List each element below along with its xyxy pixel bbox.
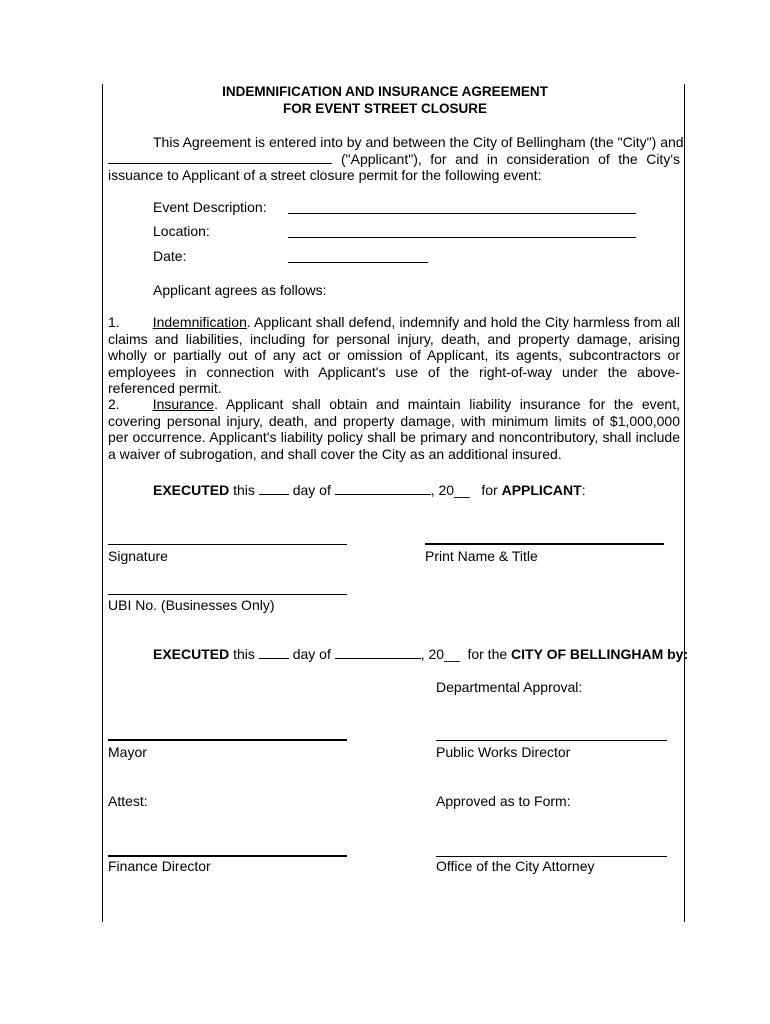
executed-city-line — [153, 646, 688, 662]
section2-number: 2. — [108, 396, 120, 412]
location-blank[interactable] — [288, 237, 636, 238]
left-margin-rule — [102, 84, 103, 922]
section-indemnification — [108, 314, 680, 397]
agrees-text: Applicant agrees as follows: — [153, 282, 327, 298]
executed-word: EXECUTED — [153, 482, 230, 498]
executed-applicant-line — [153, 482, 586, 498]
city-party: CITY OF BELLINGHAM — [511, 646, 664, 662]
for-the-word: for the — [467, 646, 508, 662]
date-label: Date: — [153, 248, 187, 264]
applicant-party: APPLICANT — [501, 482, 582, 498]
city-month-blank[interactable] — [335, 646, 421, 659]
this-word: this — [233, 482, 255, 498]
year-text: , 20__ — [430, 482, 470, 498]
finance-director-label: Finance Director — [108, 858, 211, 874]
approved-form-label: Approved as to Form: — [436, 793, 571, 809]
applicant-name-blank[interactable] — [108, 163, 332, 164]
location-label: Location: — [153, 223, 210, 239]
section2-text: . Applicant shall obtain and maintain liability insurance for the event, covering personal injury, death, and property damage, with minimum limits of $1,000,000 per occurrence. Applicant's liability policy shall be primary and noncontributory, shall include a waiver of subrogation, and shall cover the City as an additional insured. — [108, 396, 680, 462]
intro-line1: This Agreement is entered into by and between the City of Bellingham (the "City") and — [153, 134, 684, 150]
intro-line2: ("Applicant"), for and in consideration of the City's — [341, 151, 680, 167]
attest-label: Attest: — [108, 793, 148, 809]
public-works-line[interactable] — [436, 740, 667, 741]
ubi-line[interactable] — [108, 594, 347, 595]
city-attorney-label: Office of the City Attorney — [436, 858, 595, 874]
print-name-line[interactable] — [425, 543, 664, 545]
city-day-blank[interactable] — [259, 646, 289, 659]
event-description-label: Event Description: — [153, 199, 267, 215]
section-insurance — [108, 396, 680, 462]
this-word: this — [233, 646, 255, 662]
applicant-month-blank[interactable] — [335, 482, 431, 495]
by-word: by: — [667, 646, 689, 662]
document-title-line2: FOR EVENT STREET CLOSURE — [282, 101, 488, 116]
mayor-line[interactable] — [108, 739, 347, 741]
colon: : — [581, 482, 586, 498]
for-word: for — [481, 482, 498, 498]
document-title-line1: INDEMNIFICATION AND INSURANCE AGREEMENT — [222, 84, 548, 99]
print-name-label: Print Name & Title — [425, 548, 538, 564]
departmental-approval-label: Departmental Approval: — [436, 679, 583, 695]
event-description-blank[interactable] — [288, 213, 636, 214]
day-of-word: day of — [292, 482, 331, 498]
applicant-day-blank[interactable] — [259, 482, 289, 495]
city-attorney-line[interactable] — [436, 856, 667, 857]
date-blank[interactable] — [288, 262, 428, 263]
year-text: , 20__ — [420, 646, 460, 662]
signature-label: Signature — [108, 548, 168, 564]
signature-line[interactable] — [108, 544, 347, 545]
section1-text: . Applicant shall defend, indemnify and hold the City harmless from all claims and liabilities, including for personal injury, death, and property damage, arising wholly or partially out of any act or omission of Applicant, its agents, subcontractors or employees in connection with Applicant's use of the right-of-way under the above-referenced permit. — [108, 314, 680, 397]
intro-line3: issuance to Applicant of a street closure permit for the following event: — [108, 167, 542, 183]
section2-heading: Insurance — [152, 396, 215, 412]
mayor-label: Mayor — [108, 744, 147, 760]
executed-word: EXECUTED — [153, 646, 230, 662]
finance-director-line[interactable] — [108, 855, 347, 857]
section1-number: 1. — [108, 314, 120, 330]
ubi-label: UBI No. (Businesses Only) — [108, 597, 275, 613]
right-margin-rule — [684, 84, 685, 922]
day-of-word: day of — [292, 646, 331, 662]
public-works-label: Public Works Director — [436, 744, 571, 760]
section1-heading: Indemnification — [152, 314, 247, 330]
